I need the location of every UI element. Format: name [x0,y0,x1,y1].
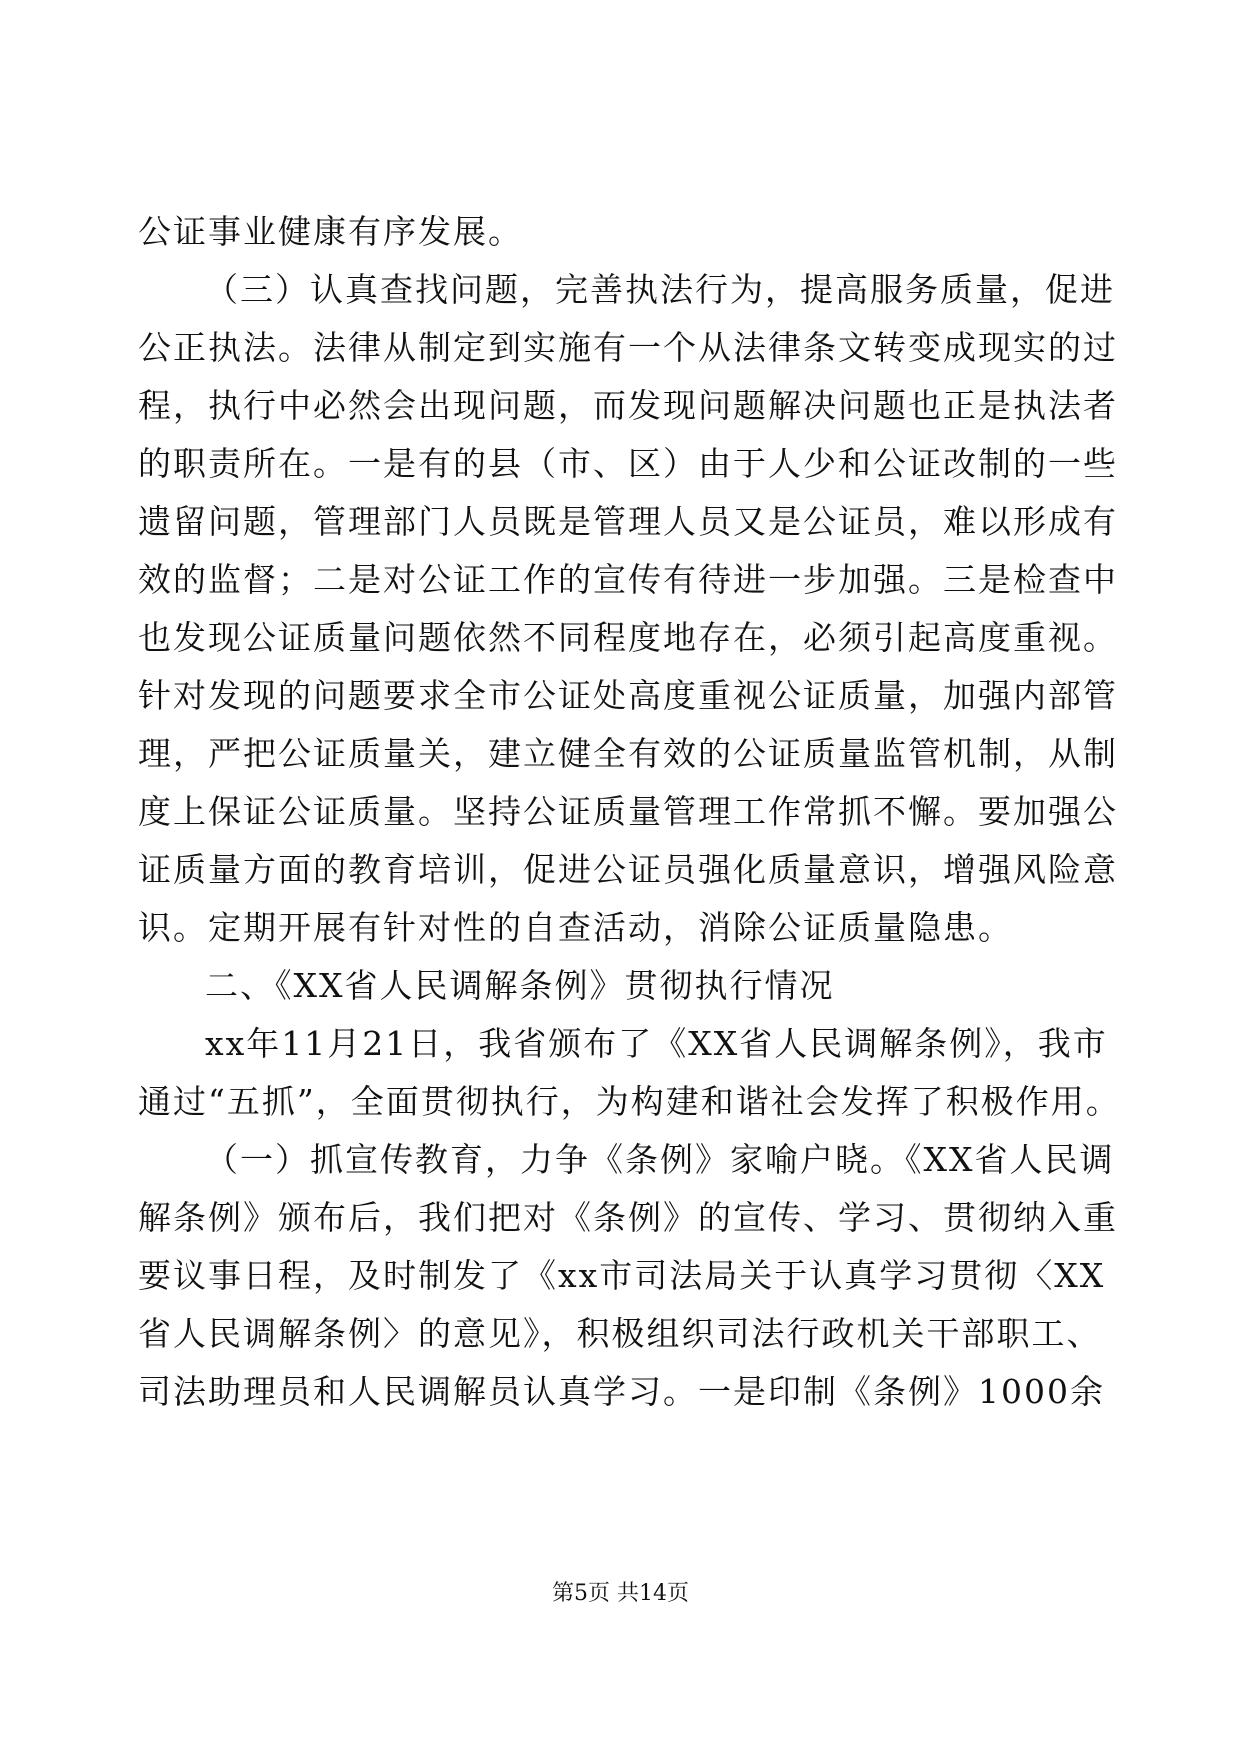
body-line-18: 解条例》颁布后，我们把对《条例》的宣传、学习、贯彻纳入重 [138,1198,1118,1237]
body-line-6: 遗留问题，管理部门人员既是管理人员又是公证员，难以形成有 [138,502,1118,541]
body-line-8: 也发现公证质量问题依然不同程度地存在，必须引起高度重视。 [138,618,1118,657]
body-line-17: （一）抓宣传教育，力争《条例》家喻户晓。《XX省人民调 [205,1140,1115,1179]
body-line-4: 程，执行中必然会出现问题，而发现问题解决问题也正是执法者 [138,386,1118,425]
section-heading: 二、《XX省人民调解条例》贯彻执行情况 [205,966,835,1005]
body-line-21: 司法助理员和人民调解员认真学习。一是印制《条例》1000余 [138,1372,1105,1411]
body-line-13: 识。定期开展有针对性的自查活动，消除公证质量隐患。 [138,908,1013,947]
body-line-2: （三）认真查找问题，完善执法行为，提高服务质量，促进 [205,270,1115,309]
body-line-1: 公证事业健康有序发展。 [138,212,523,251]
body-line-3: 公正执法。法律从制定到实施有一个从法律条文转变成现实的过 [138,328,1118,367]
body-line-15: xx年11月21日，我省颁布了《XX省人民调解条例》，我市 [205,1024,1108,1063]
body-line-11: 度上保证公证质量。坚持公证质量管理工作常抓不懈。要加强公 [138,792,1118,831]
page-number-footer: 第5页 共14页 [552,1581,689,1606]
body-line-19: 要议事日程，及时制发了《xx市司法局关于认真学习贯彻〈XX [138,1256,1106,1295]
body-line-16: 通过“五抓”，全面贯彻执行，为构建和谐社会发挥了积极作用。 [138,1082,1121,1121]
body-line-12: 证质量方面的教育培训，促进公证员强化质量意识，增强风险意 [138,850,1118,889]
body-line-20: 省人民调解条例〉的意见》，积极组织司法行政机关干部职工、 [138,1314,1102,1353]
body-line-9: 针对发现的问题要求全市公证处高度重视公证质量，加强内部管 [138,676,1118,715]
body-line-5: 的职责所在。一是有的县（市、区）由于人少和公证改制的一些 [138,444,1118,483]
body-line-10: 理，严把公证质量关，建立健全有效的公证质量监管机制，从制 [138,734,1118,773]
body-line-7: 效的监督；二是对公证工作的宣传有待进一步加强。三是检查中 [138,560,1118,599]
